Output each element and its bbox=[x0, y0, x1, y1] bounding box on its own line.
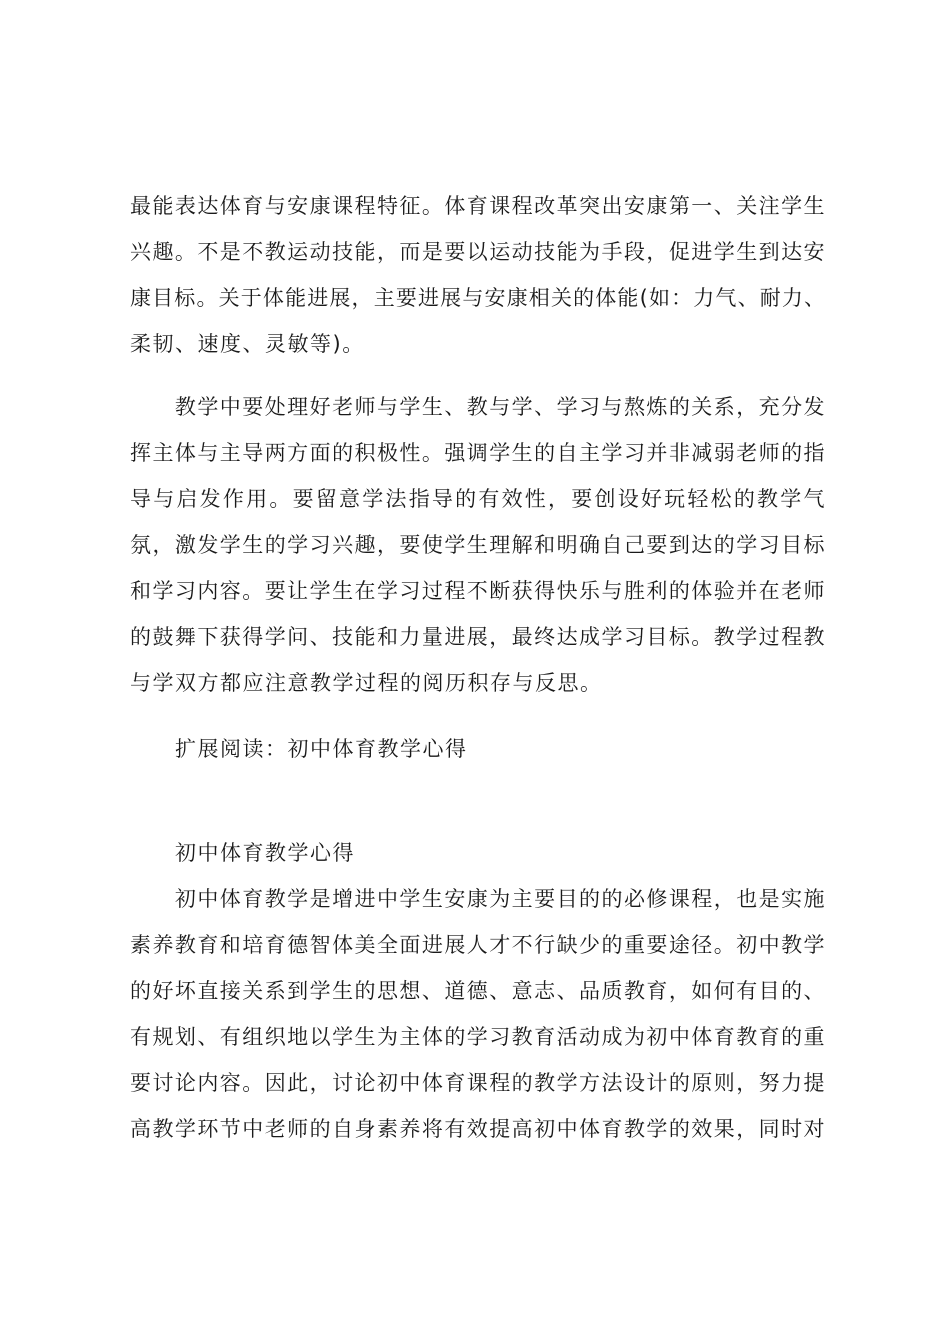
text-line: 有规划、有组织地以学生为主体的学习教育活动成为初中体育教育的重 bbox=[130, 1025, 826, 1049]
text-line: 康目标。关于体能进展，主要进展与安康相关的体能(如：力气、耐力、 bbox=[130, 286, 827, 310]
text-line: 扩展阅读：初中体育教学心得 bbox=[130, 737, 468, 761]
section-heading bbox=[130, 830, 826, 876]
paragraph-course-features bbox=[130, 183, 826, 367]
text-line: 高教学环节中老师的自身素养将有效提高初中体育教学的效果，同时对 bbox=[130, 1117, 826, 1141]
text-line: 教学中要处理好老师与学生、教与学、学习与熬炼的关系，充分发 bbox=[130, 395, 826, 419]
text-line: 兴趣。不是不教运动技能，而是要以运动技能为手段，促进学生到达安 bbox=[130, 240, 826, 264]
paragraph-pe-teaching bbox=[130, 876, 826, 1152]
text-line: 的鼓舞下获得学问、技能和力量进展，最终达成学习目标。教学过程教 bbox=[130, 625, 826, 649]
text-line: 要讨论内容。因此，讨论初中体育课程的教学方法设计的原则，努力提 bbox=[130, 1071, 826, 1095]
text-line: 柔韧、速度、灵敏等)。 bbox=[130, 332, 365, 356]
text-line: 初中体育教学是增进中学生安康为主要目的的必修课程，也是实施 bbox=[130, 887, 826, 911]
text-line: 氛，激发学生的学习兴趣，要使学生理解和明确自己要到达的学习目标 bbox=[130, 533, 826, 557]
text-line: 与学双方都应注意教学过程的阅历积存与反思。 bbox=[130, 671, 603, 695]
text-line: 最能表达体育与安康课程特征。体育课程改革突出安康第一、关注学生 bbox=[130, 194, 826, 218]
text-line: 初中体育教学心得 bbox=[130, 841, 355, 865]
text-line: 的好坏直接关系到学生的思想、道德、意志、品质教育，如何有目的、 bbox=[130, 979, 826, 1003]
paragraph-teaching-relations bbox=[130, 384, 826, 706]
text-line: 素养教育和培育德智体美全面进展人才不行缺少的重要途径。初中教学 bbox=[130, 933, 826, 957]
extended-reading-label bbox=[130, 726, 826, 772]
text-line: 和学习内容。要让学生在学习过程不断获得快乐与胜利的体验并在老师 bbox=[130, 579, 826, 603]
text-line: 挥主体与主导两方面的积极性。强调学生的自主学习并非减弱老师的指 bbox=[130, 441, 826, 465]
text-line: 导与启发作用。要留意学法指导的有效性，要创设好玩轻松的教学气 bbox=[130, 487, 826, 511]
